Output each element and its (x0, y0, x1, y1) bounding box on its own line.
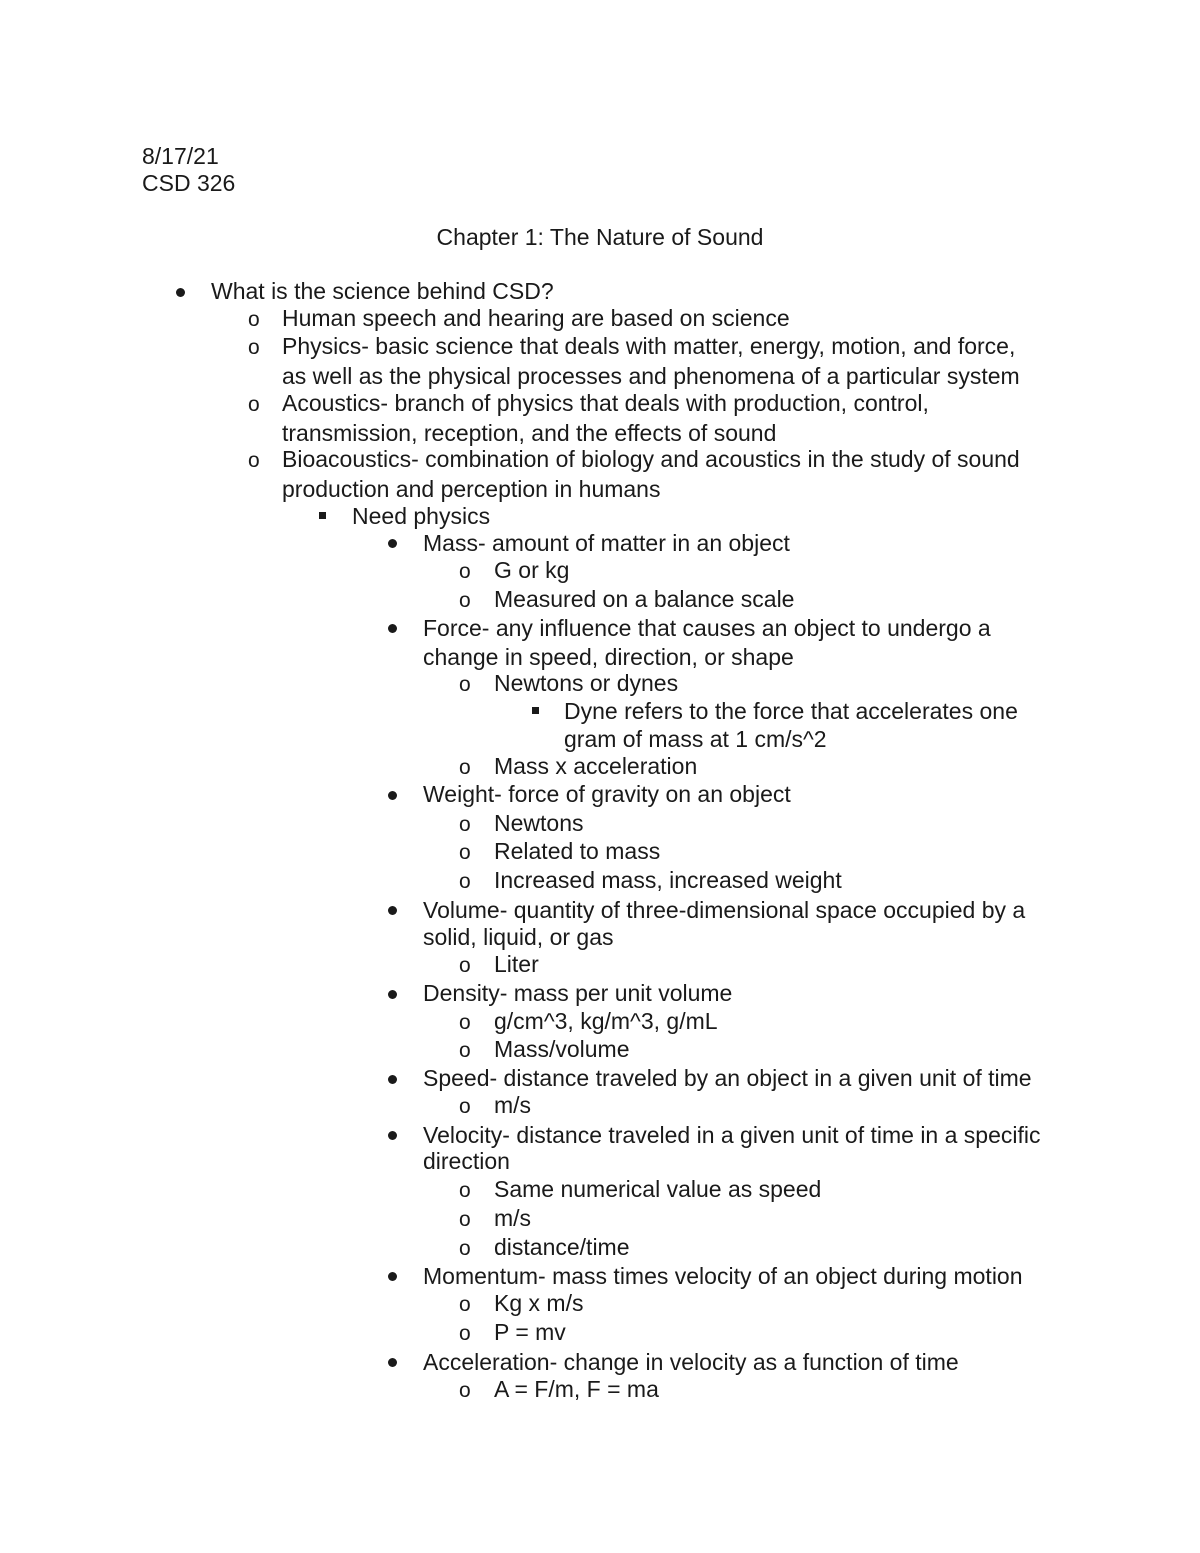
bullet-dot-icon (388, 1131, 397, 1140)
bullet-circle-icon: o (459, 1293, 471, 1316)
outline-item-velocity-cont: direction (423, 1148, 510, 1174)
bullet-dot-icon (176, 288, 185, 297)
bullet-circle-icon: o (459, 673, 471, 696)
outline-item-force: Force- any influence that causes an object to undergo a (423, 615, 991, 641)
bullet-circle-icon: o (459, 1237, 471, 1260)
outline-item-weight-related: Related to mass (494, 838, 661, 864)
outline-item-mass: Mass- amount of matter in an object (423, 530, 790, 556)
bullet-square-icon (532, 707, 539, 714)
bullet-circle-icon: o (459, 756, 471, 779)
bullet-circle-icon: o (248, 393, 260, 416)
bullet-circle-icon: o (459, 841, 471, 864)
outline-item-density: Density- mass per unit volume (423, 980, 733, 1006)
outline-item-momentum: Momentum- mass times velocity of an object during motion (423, 1263, 1023, 1289)
outline-item-velocity-speed: Same numerical value as speed (494, 1176, 822, 1202)
bullet-dot-icon (388, 624, 397, 633)
outline-item-force-units: Newtons or dynes (494, 670, 679, 696)
outline-item-momentum-formula: P = mv (494, 1319, 566, 1345)
outline-item-physics-cont: as well as the physical processes and phenomena of a particular system (282, 363, 1020, 389)
bullet-circle-icon: o (459, 954, 471, 977)
course-line: CSD 326 (142, 170, 236, 196)
outline-item-question: What is the science behind CSD? (211, 278, 554, 304)
bullet-circle-icon: o (459, 1179, 471, 1202)
outline-item-bioacoustics-cont: production and perception in humans (282, 476, 661, 502)
bullet-dot-icon (388, 990, 397, 999)
outline-item-physics: Physics- basic science that deals with matter, energy, motion, and force, (282, 333, 1016, 359)
outline-item-weight-increase: Increased mass, increased weight (494, 867, 842, 893)
bullet-circle-icon: o (459, 1095, 471, 1118)
bullet-dot-icon (388, 1358, 397, 1367)
outline-item-velocity: Velocity- distance traveled in a given unit of time in a specific (423, 1122, 1041, 1148)
bullet-circle-icon: o (459, 589, 471, 612)
outline-item-mass-units: G or kg (494, 557, 570, 583)
bullet-square-icon (319, 512, 326, 519)
outline-item-dyne-cont: gram of mass at 1 cm/s^2 (564, 726, 827, 752)
outline-item-weight-units: Newtons (494, 810, 584, 836)
outline-item-force-formula: Mass x acceleration (494, 753, 698, 779)
outline-item-volume-cont: solid, liquid, or gas (423, 924, 614, 950)
outline-item-momentum-units: Kg x m/s (494, 1290, 584, 1316)
outline-item-acceleration: Acceleration- change in velocity as a function of time (423, 1349, 959, 1375)
bullet-circle-icon: o (459, 1379, 471, 1402)
outline-item-dyne: Dyne refers to the force that accelerates one (564, 698, 1018, 724)
bullet-circle-icon: o (459, 870, 471, 893)
outline-item-mass-scale: Measured on a balance scale (494, 586, 795, 612)
outline-item-human-speech: Human speech and hearing are based on science (282, 305, 790, 331)
bullet-circle-icon: o (459, 1039, 471, 1062)
outline-item-acoustics-cont: transmission, reception, and the effects of sound (282, 420, 777, 446)
outline-item-volume: Volume- quantity of three-dimensional space occupied by a (423, 897, 1026, 923)
outline-item-velocity-formula: distance/time (494, 1234, 630, 1260)
bullet-dot-icon (388, 1075, 397, 1084)
outline-item-bioacoustics: Bioacoustics- combination of biology and acoustics in the study of sound (282, 446, 1020, 472)
outline-item-need-physics: Need physics (352, 503, 491, 529)
chapter-title: Chapter 1: The Nature of Sound (436, 224, 764, 250)
outline-item-volume-units: Liter (494, 951, 539, 977)
bullet-dot-icon (388, 539, 397, 548)
bullet-circle-icon: o (248, 336, 260, 359)
bullet-circle-icon: o (459, 560, 471, 583)
outline-item-speed: Speed- distance traveled by an object in a given unit of time (423, 1065, 1032, 1091)
bullet-dot-icon (388, 906, 397, 915)
outline-item-speed-units: m/s (494, 1092, 532, 1118)
outline-item-density-formula: Mass/volume (494, 1036, 630, 1062)
bullet-circle-icon: o (248, 308, 260, 331)
outline-item-acoustics: Acoustics- branch of physics that deals with production, control, (282, 390, 929, 416)
bullet-dot-icon (388, 1272, 397, 1281)
outline-item-force-cont: change in speed, direction, or shape (423, 644, 794, 670)
bullet-dot-icon (388, 791, 397, 800)
bullet-circle-icon: o (459, 1208, 471, 1231)
outline-item-weight: Weight- force of gravity on an object (423, 781, 791, 807)
bullet-circle-icon: o (459, 813, 471, 836)
bullet-circle-icon: o (459, 1322, 471, 1345)
outline-item-acceleration-formula: A = F/m, F = ma (494, 1376, 659, 1402)
date-line: 8/17/21 (142, 143, 219, 169)
outline-item-velocity-units: m/s (494, 1205, 532, 1231)
bullet-circle-icon: o (459, 1011, 471, 1034)
bullet-circle-icon: o (248, 449, 260, 472)
outline-item-density-units: g/cm^3, kg/m^3, g/mL (494, 1008, 718, 1034)
